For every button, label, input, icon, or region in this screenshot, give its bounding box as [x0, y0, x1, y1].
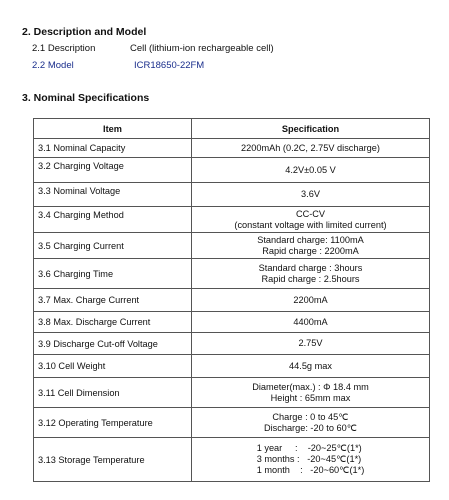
storage-temperature-list [257, 443, 365, 476]
spec-max-discharge-current [192, 312, 430, 333]
item-operating-temperature: 3.12 Operating Temperature [34, 408, 192, 438]
section-2-heading: 2. Description and Model [22, 26, 147, 38]
spec-line: 4.2V±0.05 V [285, 164, 336, 175]
item-discharge-cutoff-voltage: 3.9 Discharge Cut-off Voltage [34, 333, 192, 355]
spec-line: Rapid charge : 2200mA [262, 245, 359, 256]
item-charging-method: 3.4 Charging Method [34, 207, 192, 233]
item-charging-voltage: 3.2 Charging Voltage [34, 158, 192, 183]
table-row [34, 378, 430, 408]
spec-line: 44.5g max [289, 360, 332, 371]
spec-charging-voltage [192, 158, 430, 183]
spec-cell-weight [192, 355, 430, 378]
spec-line: 1 month : -20~60℃(1*) [256, 465, 365, 475]
spec-line: 3.6V [301, 189, 320, 199]
spec-max-charge-current [192, 289, 430, 312]
spec-line: 2.75V [298, 338, 323, 348]
table-row [34, 438, 430, 482]
spec-line: 2200mAh (0.2C, 2.75V discharge) [241, 142, 380, 153]
nominal-specifications-table [33, 118, 430, 482]
table-row [34, 158, 430, 183]
table-row [34, 289, 430, 312]
item-column-header: Item [34, 119, 192, 139]
table-row [34, 333, 430, 355]
item-nominal-capacity: 3.1 Nominal Capacity [34, 139, 192, 158]
table-row [34, 259, 430, 289]
item-max-charge-current: 3.7 Max. Charge Current [34, 289, 192, 312]
table-row [34, 233, 430, 259]
specification-column-header: Specification [192, 119, 430, 139]
spec-nominal-capacity [192, 139, 430, 158]
spec-line: Rapid charge : 2.5hours [261, 273, 360, 284]
spec-line: Discharge: -20 to 60℃ [263, 422, 358, 433]
spec-line: Height : 65mm max [270, 392, 351, 403]
spec-charging-time [192, 259, 430, 289]
model-value: ICR18650-22FM [134, 60, 205, 71]
item-charging-current: 3.5 Charging Current [34, 233, 192, 259]
model-label: 2.2 Model [32, 60, 74, 71]
spec-line: 4400mA [293, 316, 328, 327]
item-cell-weight: 3.10 Cell Weight [34, 355, 192, 378]
spec-cell-dimension [192, 378, 430, 408]
spec-operating-temperature [192, 408, 430, 438]
table-row [34, 408, 430, 438]
description-value: Cell (lithium-ion rechargeable cell) [130, 43, 274, 54]
spec-line: 1 year : -20~25℃(1*) [256, 443, 362, 453]
spec-line: 2200mA [293, 294, 328, 305]
section-3-heading: 3. Nominal Specifications [22, 92, 150, 104]
table-row [34, 183, 430, 207]
spec-discharge-cutoff-voltage [192, 333, 430, 355]
spec-line: CC-CV [295, 208, 326, 219]
spec-line: Diameter(max.) : Φ 18.4 mm [252, 381, 369, 392]
table-row [34, 207, 430, 233]
spec-line: (constant voltage with limited current) [234, 219, 387, 230]
spec-line: Standard charge: 1100mA [257, 234, 364, 245]
spec-line: Charge : 0 to 45℃ [272, 411, 349, 422]
spec-storage-temperature [192, 438, 430, 482]
spec-line: 3 months : -20~45℃(1*) [256, 454, 362, 464]
spec-charging-method [192, 207, 430, 233]
table-row [34, 312, 430, 333]
spec-charging-current [192, 233, 430, 259]
table-row [34, 139, 430, 158]
item-nominal-voltage: 3.3 Nominal Voltage [34, 183, 192, 207]
item-charging-time: 3.6 Charging Time [34, 259, 192, 289]
item-cell-dimension: 3.11 Cell Dimension [34, 378, 192, 408]
table-header-row [34, 119, 430, 139]
item-storage-temperature: 3.13 Storage Temperature [34, 438, 192, 482]
table-row [34, 355, 430, 378]
description-label: 2.1 Description [32, 43, 96, 54]
spec-nominal-voltage [192, 183, 430, 207]
item-max-discharge-current: 3.8 Max. Discharge Current [34, 312, 192, 333]
spec-line: Standard charge : 3hours [258, 262, 363, 273]
